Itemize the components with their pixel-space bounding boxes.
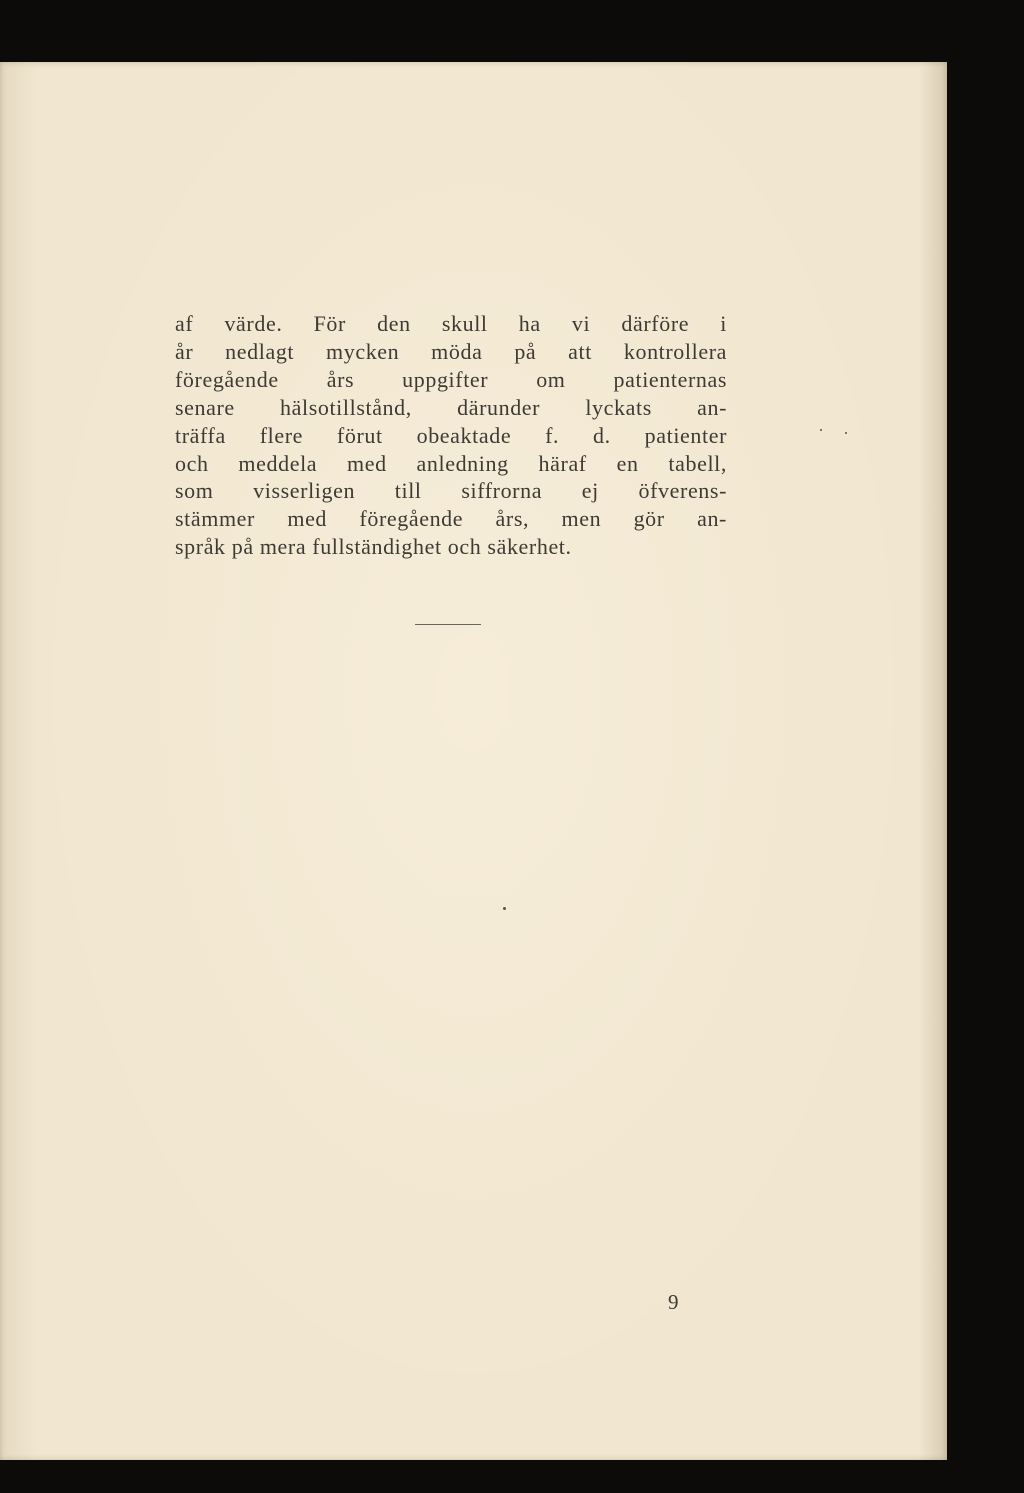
text-line: af värde. För den skull ha vi därföre i <box>175 311 727 336</box>
paper-speck <box>845 432 847 434</box>
text-line: som visserligen till siffrorna ej öfverens- <box>175 478 727 504</box>
text-line: träffa flere förut obeaktade f. d. patienter <box>175 422 727 448</box>
paper-speck <box>503 907 506 910</box>
text-line: år nedlagt mycken möda på att kontrollera <box>175 338 727 364</box>
text-line: senare hälsotillstånd, därunder lyckats an- <box>175 394 727 420</box>
body-paragraph <box>175 310 727 561</box>
paper-speck <box>820 429 822 431</box>
book-page <box>0 62 947 1460</box>
text-line: föregående års uppgifter om patienternas <box>175 366 727 392</box>
text-line: språk på mera fullständighet och säkerhet. <box>175 534 572 560</box>
text-line: stämmer med föregående års, men gör an- <box>175 506 727 532</box>
section-divider-rule <box>415 624 481 625</box>
page-number: 9 <box>668 1290 679 1314</box>
text-line: och meddela med anledning häraf en tabell, <box>175 450 727 476</box>
